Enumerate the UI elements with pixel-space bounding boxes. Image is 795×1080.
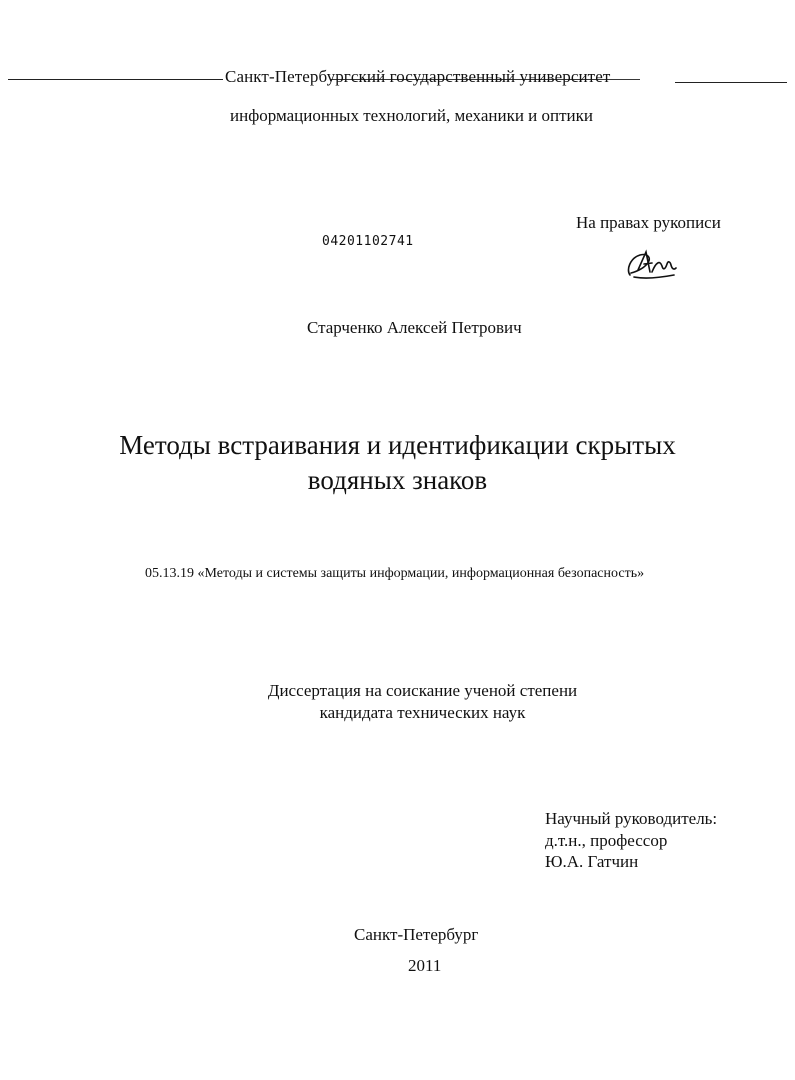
library-stamp-number: 04201102741 <box>322 234 414 249</box>
degree-line-1: Диссертация на соискание ученой степени <box>267 681 578 700</box>
header-rule-left <box>8 79 223 80</box>
degree-line-2: кандидата технических наук <box>319 703 526 722</box>
signature-mark <box>622 248 680 282</box>
manuscript-rights-label: На правах рукописи <box>576 213 721 232</box>
city: Санкт-Петербург <box>354 925 479 944</box>
advisor-name: Ю.А. Гатчин <box>545 852 639 871</box>
dissertation-title-line-2: водяных знаков <box>307 465 488 495</box>
author-name: Старченко Алексей Петрович <box>307 318 522 337</box>
specialty-code: 05.13.19 «Методы и системы защиты информации, информационная безопасность» <box>145 566 645 581</box>
year: 2011 <box>408 956 442 975</box>
header-rule-right <box>675 82 787 83</box>
university-name: Санкт-Петербургский государственный университет <box>225 67 611 86</box>
university-subname: информационных технологий, механики и оптики <box>230 106 594 125</box>
dissertation-title-line-1: Методы встраивания и идентификации скрытых <box>119 430 676 460</box>
advisor-credentials: д.т.н., профессор <box>545 831 668 850</box>
advisor-label: Научный руководитель: <box>545 809 718 828</box>
